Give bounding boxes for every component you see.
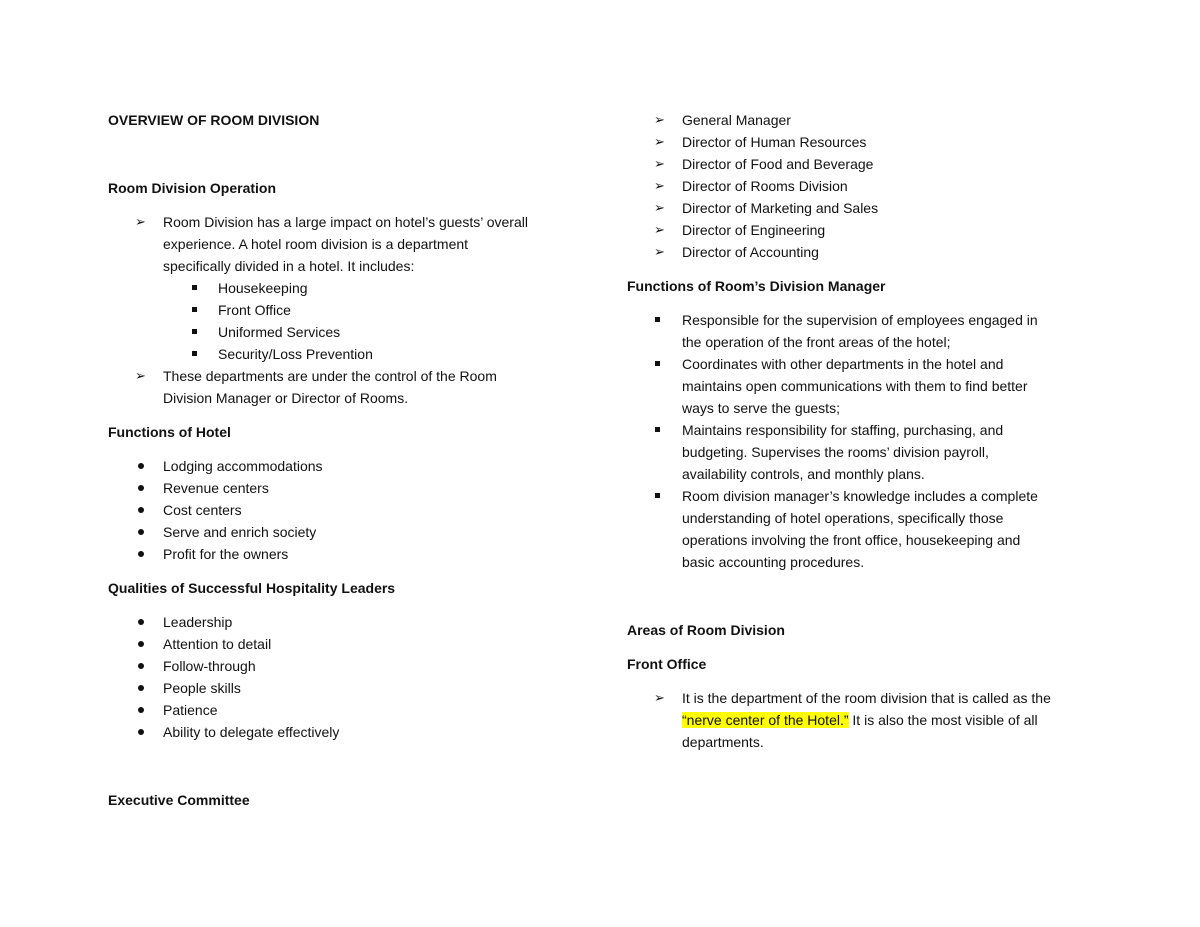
list-item-label: Director of Marketing and Sales	[682, 200, 879, 216]
exec-list-item	[627, 175, 1097, 197]
exec-list-item	[627, 131, 1097, 153]
list-item-label: Leadership	[163, 614, 233, 630]
text-line: Maintains responsibility for staffing, purchasing, and	[682, 422, 1004, 438]
list-item	[108, 655, 578, 677]
text-line	[682, 709, 1097, 731]
bullet-icon	[138, 463, 144, 469]
highlighted-text: “nerve center of the Hotel.”	[682, 712, 849, 728]
section-heading-qualities: Qualities of Successful Hospitality Leaders	[108, 580, 396, 596]
bullet-icon	[138, 729, 144, 735]
square-bullet-icon	[192, 285, 197, 290]
manager-function-item	[627, 485, 1097, 573]
text-line: the operation of the front areas of the hotel;	[682, 334, 951, 350]
list-item-label: Director of Human Resources	[682, 134, 867, 150]
square-bullet-icon	[192, 329, 197, 334]
text-line: availability controls, and monthly plans.	[682, 466, 925, 482]
sub-item-label: Security/Loss Prevention	[218, 346, 373, 362]
section-heading-room-division-operation: Room Division Operation	[108, 180, 277, 196]
square-bullet-icon	[192, 307, 197, 312]
text-line: Room division manager’s knowledge includes a complete	[682, 488, 1038, 504]
front-office-item	[627, 687, 1097, 753]
sub-item-label: Front Office	[218, 302, 291, 318]
sub-list-item	[108, 321, 578, 343]
text-line: understanding of hotel operations, specifically those	[682, 510, 1004, 526]
arrow-bullet-icon: ➢	[654, 690, 665, 705]
bullet-icon	[138, 707, 144, 713]
list-item	[108, 543, 578, 565]
section-heading-functions-of-hotel: Functions of Hotel	[108, 424, 231, 440]
text-line: Division Manager or Director of Rooms.	[163, 390, 409, 406]
exec-list-item	[627, 241, 1097, 263]
bullet-icon	[138, 529, 144, 535]
list-item-label: Lodging accommodations	[163, 458, 323, 474]
square-bullet-icon	[655, 361, 660, 366]
list-item-label: Revenue centers	[163, 480, 269, 496]
list-item-label: Director of Engineering	[682, 222, 826, 238]
arrow-bullet-icon: ➢	[135, 368, 146, 383]
text-line: Responsible for the supervision of employees engaged in	[682, 312, 1038, 328]
list-item	[108, 477, 578, 499]
list-item-label: Ability to delegate effectively	[163, 724, 340, 740]
bullet-icon	[138, 641, 144, 647]
list-item-label: People skills	[163, 680, 241, 696]
arrow-bullet-icon: ➢	[654, 156, 665, 171]
right-column	[627, 109, 1097, 753]
sub-item-label: Uniformed Services	[218, 324, 341, 340]
sub-list-item	[108, 277, 578, 299]
text-line: operations involving the front office, housekeeping and	[682, 532, 1021, 548]
exec-list-item	[627, 109, 1097, 131]
text-line: maintains open communications with them to find better	[682, 378, 1028, 394]
list-item	[108, 721, 578, 743]
list-item-label: Patience	[163, 702, 218, 718]
bullet-icon	[138, 663, 144, 669]
list-item-label: Cost centers	[163, 502, 242, 518]
text-line: departments.	[682, 734, 764, 750]
section-heading-manager-functions: Functions of Room’s Division Manager	[627, 278, 886, 294]
text-span: It is also the most visible of all	[848, 712, 1038, 728]
bullet-icon	[138, 485, 144, 491]
sub-list-item	[108, 299, 578, 321]
section-heading-executive-committee: Executive Committee	[108, 792, 250, 808]
exec-list-item	[627, 197, 1097, 219]
square-bullet-icon	[655, 427, 660, 432]
bullet-icon	[138, 507, 144, 513]
list-item	[108, 633, 578, 655]
exec-list-item	[627, 153, 1097, 175]
list-item	[108, 521, 578, 543]
arrow-bullet-icon: ➢	[654, 178, 665, 193]
text-line: Room Division has a large impact on hotel’s guests’ overall	[163, 214, 528, 230]
arrow-bullet-icon: ➢	[654, 200, 665, 215]
list-item-label: General Manager	[682, 112, 791, 128]
list-item	[108, 699, 578, 721]
text-line: basic accounting procedures.	[682, 554, 865, 570]
arrow-bullet-icon: ➢	[654, 222, 665, 237]
list-item-label: Profit for the owners	[163, 546, 289, 562]
bullet-icon	[138, 685, 144, 691]
list-item-label: Serve and enrich society	[163, 524, 317, 540]
arrow-bullet-icon: ➢	[135, 214, 146, 229]
exec-list-item	[627, 219, 1097, 241]
list-item-label: Director of Food and Beverage	[682, 156, 874, 172]
section-heading-front-office: Front Office	[627, 656, 707, 672]
arrow-bullet-icon: ➢	[654, 134, 665, 149]
text-line: experience. A hotel room division is a department	[163, 236, 469, 252]
list-item	[108, 677, 578, 699]
list-item	[108, 455, 578, 477]
list-item	[108, 499, 578, 521]
manager-function-item	[627, 419, 1097, 485]
text-line: Coordinates with other departments in the hotel and	[682, 356, 1004, 372]
text-line: It is the department of the room division that is called as the	[682, 690, 1051, 706]
document-title: OVERVIEW OF ROOM DIVISION	[108, 112, 320, 128]
arrow-bullet-icon: ➢	[654, 112, 665, 127]
sub-item-label: Housekeeping	[218, 280, 308, 296]
list-item	[108, 611, 578, 633]
text-line: ways to serve the guests;	[682, 400, 840, 416]
list-item-label: Director of Accounting	[682, 244, 819, 260]
manager-function-item	[627, 353, 1097, 419]
bullet-icon	[138, 551, 144, 557]
arrow-list-item	[108, 365, 578, 409]
list-item-label: Director of Rooms Division	[682, 178, 848, 194]
arrow-bullet-icon: ➢	[654, 244, 665, 259]
square-bullet-icon	[655, 317, 660, 322]
section-heading-areas: Areas of Room Division	[627, 622, 785, 638]
sub-list-item	[108, 343, 578, 365]
square-bullet-icon	[655, 493, 660, 498]
arrow-list-item	[108, 211, 578, 277]
square-bullet-icon	[192, 351, 197, 356]
text-line: specifically divided in a hotel. It includes:	[163, 258, 415, 274]
bullet-icon	[138, 619, 144, 625]
list-item-label: Attention to detail	[163, 636, 272, 652]
manager-function-item	[627, 309, 1097, 353]
left-column	[108, 109, 578, 811]
text-line: budgeting. Supervises the rooms’ division payroll,	[682, 444, 989, 460]
text-line: These departments are under the control of the Room	[163, 368, 497, 384]
list-item-label: Follow-through	[163, 658, 256, 674]
